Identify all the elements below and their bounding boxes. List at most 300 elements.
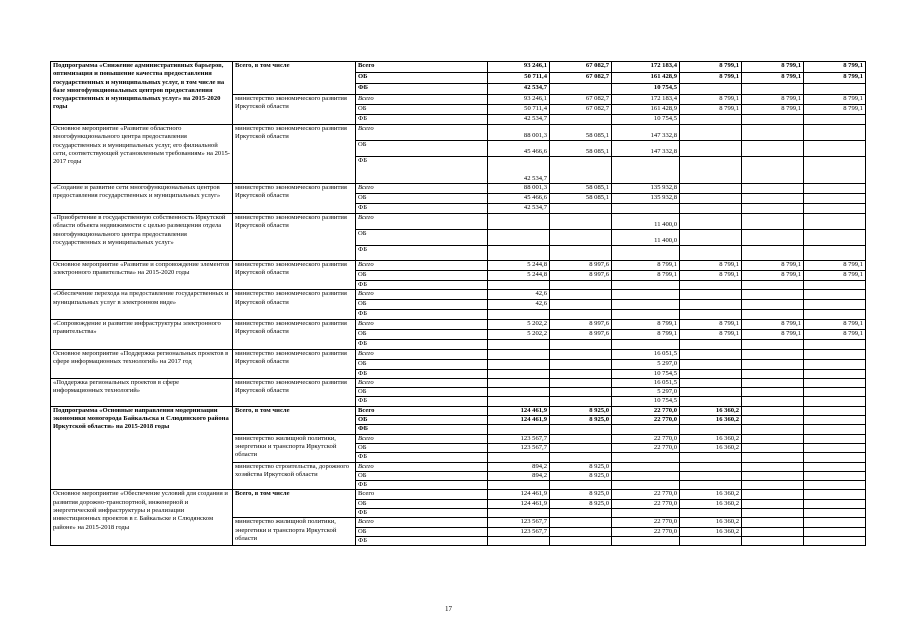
value-cell (488, 378, 550, 387)
value-cell: 8 799,1 (680, 105, 742, 115)
value-cell (680, 453, 742, 462)
value-cell (804, 425, 866, 434)
value-cell (550, 388, 612, 397)
value-cell (804, 481, 866, 490)
program-name-cell: Подпрограмма «Основные направления модернизации экономики моногорода Байкальска и Слюдянского района Иркутской области» на 2015-2018 годы (51, 406, 233, 490)
value-cell (742, 406, 804, 415)
value-cell (550, 481, 612, 490)
value-cell (742, 339, 804, 349)
value-cell (804, 141, 866, 157)
value-cell (488, 214, 550, 230)
value-cell: 22 770,0 (612, 490, 680, 499)
source-cell: Всего (356, 434, 488, 443)
value-cell (742, 462, 804, 471)
value-cell: 58 085,1 (550, 125, 612, 141)
value-cell (804, 339, 866, 349)
source-cell: ФБ (356, 115, 488, 125)
value-cell: 135 932,8 (612, 194, 680, 204)
value-cell: 8 925,0 (550, 406, 612, 415)
value-cell: 8 799,1 (804, 329, 866, 339)
source-cell: ОБ (356, 388, 488, 397)
value-cell: 161 428,9 (612, 73, 680, 84)
value-cell (680, 125, 742, 141)
value-cell: 93 246,1 (488, 95, 550, 105)
source-cell: ОБ (356, 359, 488, 369)
value-cell (742, 369, 804, 378)
value-cell: 22 770,0 (612, 518, 680, 527)
value-cell: 11 400,0 (612, 214, 680, 230)
value-cell: 8 799,1 (804, 261, 866, 271)
source-cell: Всего (356, 261, 488, 271)
value-cell: 58 085,1 (550, 194, 612, 204)
value-cell: 147 332,8 (612, 125, 680, 141)
value-cell (680, 339, 742, 349)
executor-cell: Всего, в том числе (233, 490, 356, 518)
source-cell: ФБ (356, 481, 488, 490)
value-cell (680, 425, 742, 434)
program-name-cell: Подпрограмма «Снижение административных барьеров, оптимизация и повышение качества предоставления государственных и муниципальных услуг, в том числе на базе многофункциональных центров предоставления государственных и муниципальных услуг» на 2015-2020 годы (51, 62, 233, 125)
value-cell: 8 799,1 (612, 329, 680, 339)
source-cell: Всего (356, 125, 488, 141)
value-cell (680, 230, 742, 246)
value-cell (550, 300, 612, 310)
value-cell: 67 082,7 (550, 73, 612, 84)
value-cell: 22 770,0 (612, 443, 680, 452)
value-cell: 16 360,2 (680, 499, 742, 508)
value-cell (804, 157, 866, 184)
value-cell (680, 84, 742, 95)
source-cell: Всего (356, 406, 488, 415)
value-cell (550, 509, 612, 518)
value-cell: 8 799,1 (804, 62, 866, 73)
value-cell: 123 567,7 (488, 443, 550, 452)
source-cell: ФБ (356, 246, 488, 261)
value-cell (550, 453, 612, 462)
value-cell: 67 082,7 (550, 95, 612, 105)
source-cell: Всего (356, 62, 488, 73)
value-cell: 8 799,1 (742, 73, 804, 84)
value-cell: 8 799,1 (742, 319, 804, 329)
value-cell (804, 246, 866, 261)
value-cell (680, 204, 742, 214)
value-cell: 22 770,0 (612, 527, 680, 536)
source-cell: ФБ (356, 453, 488, 462)
value-cell (804, 490, 866, 499)
value-cell (742, 349, 804, 359)
value-cell (680, 246, 742, 261)
source-cell: ОБ (356, 105, 488, 115)
value-cell: 42 534,7 (488, 157, 550, 184)
value-cell: 5 297,0 (612, 359, 680, 369)
value-cell (804, 290, 866, 300)
value-cell: 135 932,8 (612, 184, 680, 194)
value-cell (488, 339, 550, 349)
executor-cell: министерство экономического развития Иркутской области (233, 261, 356, 290)
value-cell: 8 799,1 (680, 62, 742, 73)
executor-cell: министерство строительства, дорожного хозяйства Иркутской области (233, 462, 356, 490)
value-cell (550, 397, 612, 406)
value-cell (742, 536, 804, 545)
value-cell: 8 925,0 (550, 462, 612, 471)
value-cell (680, 388, 742, 397)
value-cell: 8 799,1 (804, 95, 866, 105)
value-cell (612, 462, 680, 471)
source-cell: ОБ (356, 230, 488, 246)
value-cell (680, 397, 742, 406)
value-cell: 8 799,1 (804, 73, 866, 84)
value-cell (742, 359, 804, 369)
value-cell: 8 997,6 (550, 329, 612, 339)
value-cell (742, 425, 804, 434)
value-cell (550, 369, 612, 378)
value-cell (488, 369, 550, 378)
value-cell: 123 567,7 (488, 518, 550, 527)
value-cell: 45 466,6 (488, 194, 550, 204)
value-cell: 58 085,1 (550, 184, 612, 194)
value-cell: 5 202,2 (488, 329, 550, 339)
value-cell: 10 754,5 (612, 397, 680, 406)
value-cell: 8 799,1 (804, 105, 866, 115)
program-name-cell: «Обеспечение перехода на предоставление государственных и муниципальных услуг в электронном виде» (51, 290, 233, 319)
value-cell: 8 799,1 (742, 271, 804, 281)
value-cell: 16 360,2 (680, 434, 742, 443)
value-cell (680, 214, 742, 230)
value-cell (742, 141, 804, 157)
value-cell (742, 434, 804, 443)
value-cell: 172 183,4 (612, 62, 680, 73)
value-cell: 16 360,2 (680, 443, 742, 452)
value-cell (550, 536, 612, 545)
value-cell: 50 711,4 (488, 73, 550, 84)
value-cell (550, 204, 612, 214)
value-cell (550, 359, 612, 369)
value-cell: 8 997,6 (550, 319, 612, 329)
value-cell: 8 799,1 (680, 73, 742, 84)
value-cell (742, 481, 804, 490)
value-cell: 894,2 (488, 471, 550, 480)
executor-cell: министерство жилищной политики, энергетики и транспорта Иркутской области (233, 518, 356, 546)
value-cell: 8 997,6 (550, 271, 612, 281)
value-cell: 42,6 (488, 290, 550, 300)
value-cell: 8 799,1 (680, 319, 742, 329)
value-cell: 8 799,1 (804, 271, 866, 281)
value-cell: 93 246,1 (488, 62, 550, 73)
value-cell (680, 115, 742, 125)
value-cell (804, 214, 866, 230)
value-cell (550, 230, 612, 246)
value-cell: 161 428,9 (612, 105, 680, 115)
value-cell (742, 416, 804, 425)
budget-table (50, 61, 866, 546)
value-cell (742, 230, 804, 246)
value-cell (742, 204, 804, 214)
source-cell: ФБ (356, 397, 488, 406)
value-cell (680, 471, 742, 480)
source-cell: Всего (356, 349, 488, 359)
value-cell: 42 534,7 (488, 84, 550, 95)
value-cell (612, 339, 680, 349)
value-cell (550, 157, 612, 184)
value-cell: 123 567,7 (488, 434, 550, 443)
value-cell: 16 360,2 (680, 416, 742, 425)
value-cell (742, 499, 804, 508)
value-cell (488, 281, 550, 290)
value-cell (550, 214, 612, 230)
value-cell: 8 925,0 (550, 471, 612, 480)
value-cell (488, 246, 550, 261)
value-cell (488, 536, 550, 545)
value-cell: 42 534,7 (488, 204, 550, 214)
value-cell (680, 349, 742, 359)
value-cell (612, 425, 680, 434)
value-cell (804, 536, 866, 545)
value-cell (804, 349, 866, 359)
value-cell (804, 369, 866, 378)
value-cell: 8 925,0 (550, 490, 612, 499)
source-cell: ФБ (356, 281, 488, 290)
value-cell: 8 799,1 (612, 319, 680, 329)
value-cell (804, 230, 866, 246)
value-cell (742, 157, 804, 184)
value-cell: 8 799,1 (612, 271, 680, 281)
source-cell: ФБ (356, 509, 488, 518)
program-name-cell: Основное мероприятие «Развитие и сопровождение элементов электронного правительства» на 2015-2020 годы (51, 261, 233, 290)
program-name-cell: Основное мероприятие «Обеспечение условий для создания и развития дорожно-транспортной, инженерной и энергетической инфраструктуры и реализации инвестиционных проектов в г. Байкальске и Слюдянском районе» на 2015-2018 годы (51, 490, 233, 546)
value-cell: 8 799,1 (742, 329, 804, 339)
value-cell (488, 310, 550, 319)
value-cell: 124 461,9 (488, 499, 550, 508)
value-cell: 88 001,3 (488, 125, 550, 141)
source-cell: ОБ (356, 141, 488, 157)
source-cell: ОБ (356, 416, 488, 425)
value-cell (550, 84, 612, 95)
value-cell: 124 461,9 (488, 416, 550, 425)
value-cell (804, 509, 866, 518)
source-cell: Всего (356, 290, 488, 300)
value-cell (742, 490, 804, 499)
value-cell (804, 378, 866, 387)
value-cell (742, 310, 804, 319)
value-cell (680, 157, 742, 184)
source-cell: ОБ (356, 329, 488, 339)
value-cell (680, 359, 742, 369)
source-cell: ОБ (356, 527, 488, 536)
executor-cell: министерство экономического развития Иркутской области (233, 125, 356, 184)
value-cell (680, 184, 742, 194)
value-cell: 16 360,2 (680, 527, 742, 536)
value-cell (742, 388, 804, 397)
source-cell: ФБ (356, 369, 488, 378)
value-cell (742, 194, 804, 204)
source-cell: ФБ (356, 536, 488, 545)
value-cell (742, 527, 804, 536)
value-cell: 10 754,5 (612, 369, 680, 378)
value-cell: 67 082,7 (550, 62, 612, 73)
value-cell (742, 397, 804, 406)
value-cell (488, 359, 550, 369)
value-cell (804, 125, 866, 141)
value-cell: 8 799,1 (680, 261, 742, 271)
value-cell (742, 281, 804, 290)
value-cell: 5 244,8 (488, 271, 550, 281)
value-cell (680, 281, 742, 290)
value-cell: 8 925,0 (550, 416, 612, 425)
value-cell (488, 388, 550, 397)
value-cell (612, 471, 680, 480)
value-cell (742, 471, 804, 480)
value-cell (804, 443, 866, 452)
value-cell (804, 359, 866, 369)
value-cell (742, 290, 804, 300)
value-cell (550, 310, 612, 319)
program-name-cell: «Приобретение в государственную собственность Иркутской области объекта недвижимости с целью размещения отдела многофункционального центра предоставления государственных и муниципальных услуг» (51, 214, 233, 261)
executor-cell: министерство экономического развития Иркутской области (233, 184, 356, 214)
value-cell (680, 462, 742, 471)
value-cell (804, 527, 866, 536)
value-cell: 42 534,7 (488, 115, 550, 125)
value-cell: 16 051,5 (612, 349, 680, 359)
value-cell (550, 281, 612, 290)
value-cell (742, 509, 804, 518)
value-cell (612, 509, 680, 518)
value-cell (804, 453, 866, 462)
source-cell: Всего (356, 184, 488, 194)
executor-cell: Всего, в том числе (233, 406, 356, 434)
executor-cell: министерство экономического развития Иркутской области (233, 290, 356, 319)
value-cell: 16 360,2 (680, 518, 742, 527)
value-cell (804, 310, 866, 319)
value-cell: 50 711,4 (488, 105, 550, 115)
value-cell (488, 230, 550, 246)
value-cell (804, 388, 866, 397)
value-cell (550, 527, 612, 536)
value-cell: 88 001,3 (488, 184, 550, 194)
value-cell: 8 925,0 (550, 499, 612, 508)
value-cell (550, 115, 612, 125)
value-cell: 22 770,0 (612, 416, 680, 425)
value-cell: 894,2 (488, 462, 550, 471)
value-cell (804, 204, 866, 214)
value-cell: 5 244,8 (488, 261, 550, 271)
value-cell: 8 799,1 (680, 271, 742, 281)
value-cell (550, 443, 612, 452)
value-cell (612, 481, 680, 490)
value-cell (550, 434, 612, 443)
value-cell (804, 434, 866, 443)
source-cell: ФБ (356, 425, 488, 434)
value-cell (742, 443, 804, 452)
executor-cell: министерство экономического развития Иркутской области (233, 95, 356, 125)
value-cell (804, 518, 866, 527)
program-name-cell: «Создание и развитие сети многофункциональных центров предоставления государственных и муниципальных услуг» (51, 184, 233, 214)
source-cell: Всего (356, 462, 488, 471)
value-cell (550, 339, 612, 349)
value-cell (804, 471, 866, 480)
value-cell: 8 799,1 (680, 329, 742, 339)
value-cell (742, 214, 804, 230)
value-cell: 58 085,1 (550, 141, 612, 157)
executor-cell: министерство экономического развития Иркутской области (233, 349, 356, 378)
value-cell (804, 184, 866, 194)
value-cell: 16 360,2 (680, 406, 742, 415)
source-cell: Всего (356, 319, 488, 329)
value-cell (550, 246, 612, 261)
value-cell: 8 997,6 (550, 261, 612, 271)
program-name-cell: «Поддержка региональных проектов в сфере информационных технологий» (51, 378, 233, 406)
value-cell (488, 349, 550, 359)
value-cell (804, 281, 866, 290)
value-cell (804, 194, 866, 204)
value-cell: 8 799,1 (680, 95, 742, 105)
value-cell (804, 499, 866, 508)
source-cell: Всего (356, 518, 488, 527)
value-cell (488, 397, 550, 406)
value-cell: 5 202,2 (488, 319, 550, 329)
source-cell: Всего (356, 490, 488, 499)
value-cell (742, 300, 804, 310)
value-cell (680, 509, 742, 518)
program-name-cell: «Сопровождение и развитие инфраструктуры электронного правительства» (51, 319, 233, 349)
value-cell: 22 770,0 (612, 406, 680, 415)
value-cell: 42,6 (488, 300, 550, 310)
value-cell: 147 332,8 (612, 141, 680, 157)
value-cell (612, 310, 680, 319)
value-cell: 172 183,4 (612, 95, 680, 105)
value-cell (680, 378, 742, 387)
value-cell: 8 799,1 (612, 261, 680, 271)
value-cell (680, 481, 742, 490)
value-cell (680, 536, 742, 545)
program-name-cell: Основное мероприятие «Поддержка региональных проектов в сфере информационных технологий» на 2017 год (51, 349, 233, 378)
source-cell: ФБ (356, 310, 488, 319)
value-cell (550, 349, 612, 359)
value-cell (612, 290, 680, 300)
value-cell (742, 453, 804, 462)
value-cell (612, 281, 680, 290)
page-number: 17 (445, 605, 452, 613)
executor-cell: министерство жилищной политики, энергетики и транспорта Иркутской области (233, 434, 356, 462)
executor-cell: министерство экономического развития Иркутской области (233, 378, 356, 406)
value-cell (680, 369, 742, 378)
value-cell (742, 246, 804, 261)
value-cell (804, 300, 866, 310)
source-cell: ОБ (356, 73, 488, 84)
source-cell: Всего (356, 378, 488, 387)
value-cell (680, 310, 742, 319)
value-cell (680, 194, 742, 204)
source-cell: ФБ (356, 204, 488, 214)
value-cell: 11 400,0 (612, 230, 680, 246)
value-cell: 8 799,1 (742, 105, 804, 115)
value-cell (488, 509, 550, 518)
value-cell (742, 378, 804, 387)
value-cell (550, 518, 612, 527)
value-cell: 22 770,0 (612, 434, 680, 443)
executor-cell: министерство экономического развития Иркутской области (233, 214, 356, 261)
source-cell: ОБ (356, 194, 488, 204)
value-cell: 123 567,7 (488, 527, 550, 536)
value-cell (612, 453, 680, 462)
value-cell (742, 84, 804, 95)
value-cell (550, 425, 612, 434)
value-cell (742, 184, 804, 194)
source-cell: ОБ (356, 443, 488, 452)
value-cell (612, 300, 680, 310)
value-cell (488, 425, 550, 434)
value-cell (612, 204, 680, 214)
value-cell (680, 300, 742, 310)
value-cell: 16 051,5 (612, 378, 680, 387)
